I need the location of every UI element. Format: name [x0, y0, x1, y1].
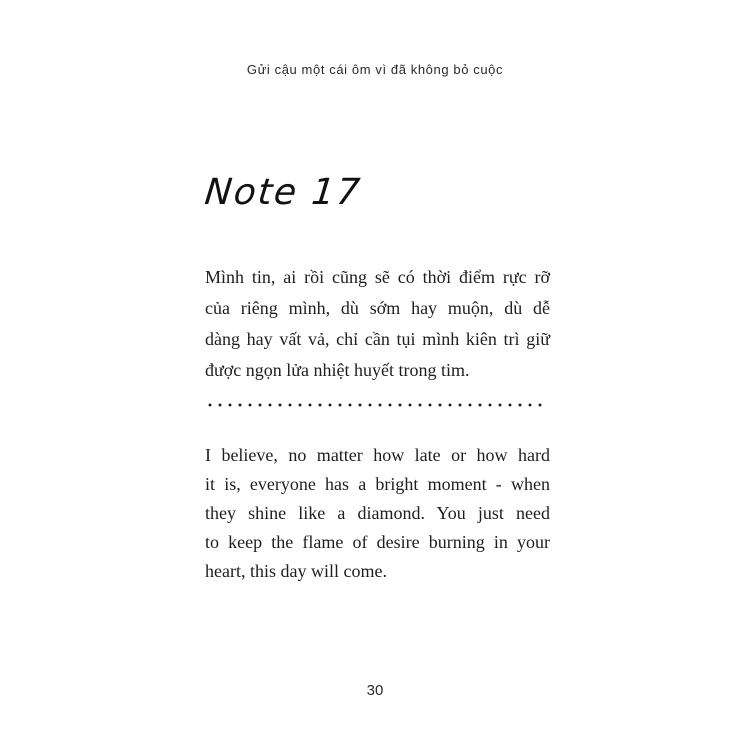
paragraph-line: it is, everyone has a bright moment - when: [205, 474, 550, 494]
running-header: Gửi cậu một cái ôm vì đã không bỏ cuộc: [246, 62, 504, 77]
note-title: Note 17: [202, 172, 364, 213]
paragraph-line: I believe, no matter how late or how hard: [205, 445, 550, 465]
paragraph-line: to keep the flame of desire burning in your: [205, 532, 550, 552]
paragraph-line: dàng hay vất vả, chỉ cần tụi mình kiên trì giữ: [205, 329, 550, 349]
vietnamese-paragraph: [205, 262, 550, 386]
paragraph-line: được ngọn lửa nhiệt huyết trong tim.: [205, 360, 470, 380]
page-number: 30: [366, 682, 384, 699]
paragraph-line: they shine like a diamond. You just need: [205, 503, 550, 523]
dotted-divider: [205, 401, 545, 409]
english-paragraph: [205, 441, 550, 586]
paragraph-line: heart, this day will come.: [205, 561, 387, 581]
paragraph-line: của riêng mình, dù sớm hay muộn, dù dễ: [205, 298, 550, 318]
paragraph-line: Mình tin, ai rồi cũng sẽ có thời điểm rực rỡ: [205, 267, 550, 287]
